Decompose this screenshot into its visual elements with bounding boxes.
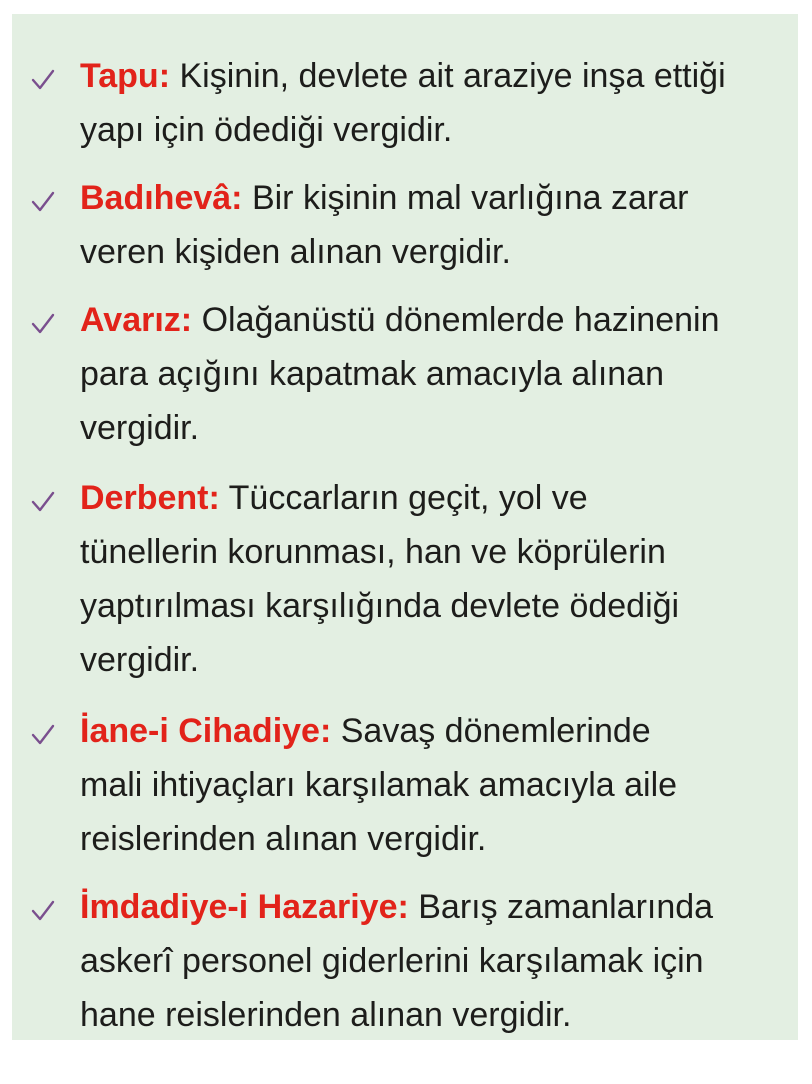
definition-line: hane reislerinden alınan vergidir. xyxy=(80,996,572,1034)
definition-line: mali ihtiyaçları karşılamak amacıyla aile xyxy=(80,766,678,804)
checkmark-icon xyxy=(30,489,56,515)
definition-line: Barış zamanlarında xyxy=(418,888,714,926)
term-label: İane-i Cihadiye: xyxy=(80,712,332,750)
checkmark-icon xyxy=(30,189,56,215)
definition-line: Kişinin, devlete ait araziye inşa ettiği xyxy=(179,57,726,95)
definition-line: Olağanüstü dönemlerde hazinenin xyxy=(201,301,720,339)
term-label: Derbent: xyxy=(80,479,220,517)
checkmark-icon xyxy=(30,898,56,924)
definition-line: Savaş dönemlerinde xyxy=(340,712,651,750)
term-label: İmdadiye-i Hazariye: xyxy=(80,888,409,926)
definition-line: askerî personel giderlerini karşılamak için xyxy=(80,942,704,980)
definition-line: yapı için ödediği vergidir. xyxy=(80,111,453,149)
term-label: Badıhevâ: xyxy=(80,179,243,217)
definition-text xyxy=(80,293,792,455)
definition-line: vergidir. xyxy=(80,641,200,679)
definition-text xyxy=(80,171,792,279)
definition-line: Bir kişinin mal varlığına zarar xyxy=(251,179,689,217)
definition-text xyxy=(80,880,792,1042)
checkmark-icon xyxy=(30,311,56,337)
checkmark-icon xyxy=(30,722,56,748)
definition-text xyxy=(80,704,792,866)
tax-definitions-panel xyxy=(12,14,798,1040)
definition-line: yaptırılması karşılığında devlete ödediği xyxy=(80,587,680,625)
checkmark-icon xyxy=(30,67,56,93)
term-label: Avarız: xyxy=(80,301,193,339)
definition-line: tünellerin korunması, han ve köprülerin xyxy=(80,533,666,571)
definition-line: Tüccarların geçit, yol ve xyxy=(228,479,588,517)
definition-text xyxy=(80,471,792,687)
definition-line: reislerinden alınan vergidir. xyxy=(80,820,487,858)
definition-line: vergidir. xyxy=(80,409,200,447)
definition-text xyxy=(80,49,792,157)
definition-line: para açığını kapatmak amacıyla alınan xyxy=(80,355,664,393)
term-label: Tapu: xyxy=(80,57,171,95)
definition-line: veren kişiden alınan vergidir. xyxy=(80,233,511,271)
